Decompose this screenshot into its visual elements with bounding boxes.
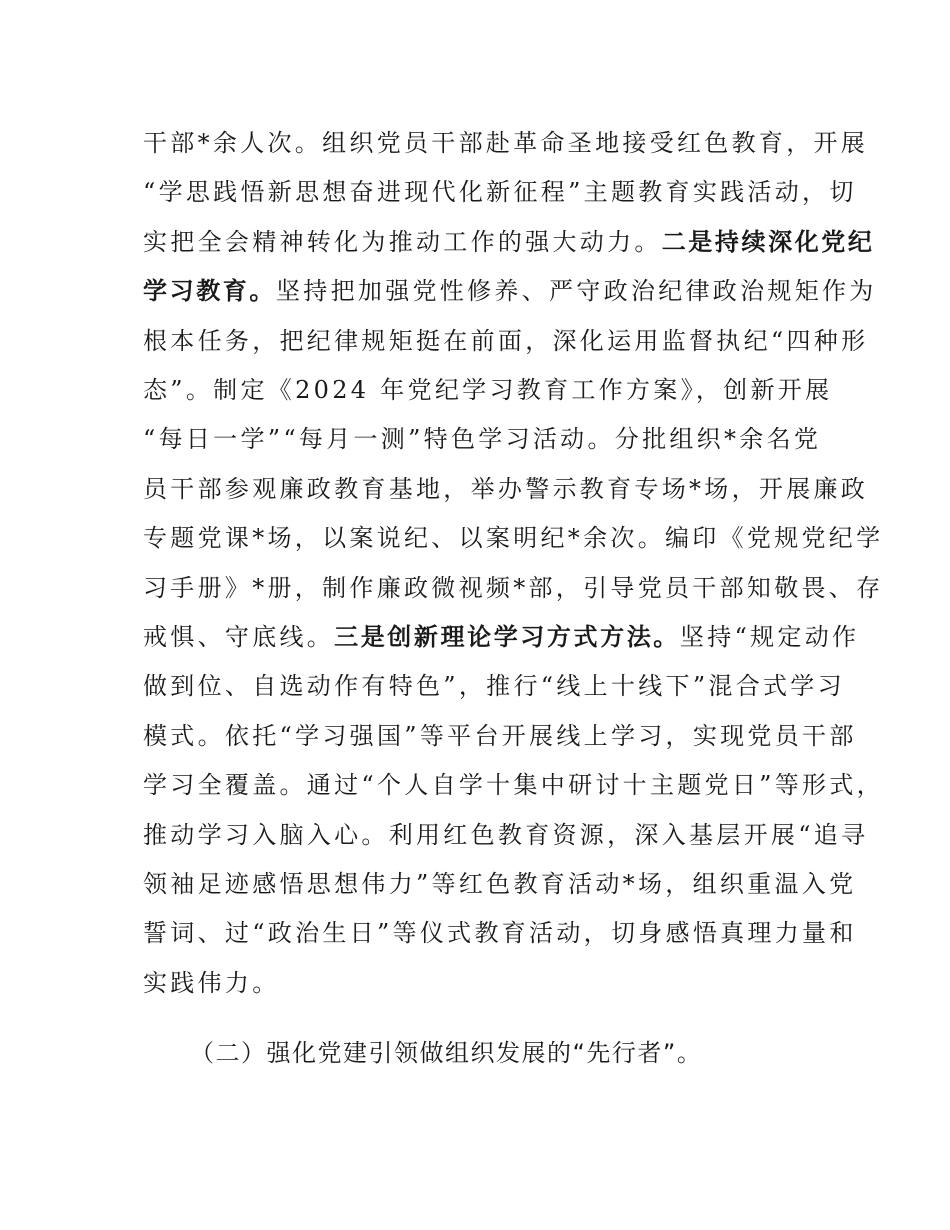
bold-text-run: 二是持续深化党纪 bbox=[661, 227, 875, 256]
text-line bbox=[143, 424, 821, 454]
text-line bbox=[143, 968, 280, 998]
text-line bbox=[143, 177, 857, 207]
text-line bbox=[143, 918, 857, 948]
text-line bbox=[143, 276, 877, 306]
bold-text-run: 学习教育。 bbox=[143, 277, 276, 306]
text-run: “每日一学”“每月一测”特色学习活动。分批组织*余名党 bbox=[143, 425, 822, 454]
text-run: 坚持“规定动作 bbox=[679, 623, 860, 651]
text-line bbox=[143, 622, 859, 652]
text-line bbox=[143, 523, 883, 553]
section-heading: （二）强化党建引领做组织发展的“先行者”。 bbox=[190, 1039, 703, 1067]
text-line bbox=[143, 375, 832, 405]
text-line bbox=[143, 227, 875, 257]
text-run: 干部*余人次。组织党员干部赴革命圣地接受红色教育，开展 bbox=[143, 129, 869, 157]
text-run: 推动学习入脑入心。利用红色教育资源，深入基层开展“追寻 bbox=[143, 820, 869, 849]
text-run: 习手册》*册，制作廉政微视频*部，引导党员干部知敬畏、存 bbox=[143, 573, 884, 602]
text-run: 模式。依托“学习强国”等平台开展线上学习，实现党员干部 bbox=[143, 721, 857, 750]
text-line bbox=[143, 770, 884, 800]
text-run: 员干部参观廉政教育基地，举办警示教育专场*场，开展廉政 bbox=[143, 474, 869, 503]
text-line bbox=[143, 128, 868, 158]
text-run: 根本任务，把纪律规矩挺在前面，深化运用监督执纪“四种形 bbox=[143, 326, 869, 355]
text-line bbox=[143, 474, 868, 504]
text-line bbox=[143, 573, 883, 603]
text-run: 戒惧、守底线。 bbox=[143, 623, 335, 651]
text-run: “学思践悟新思想奋进现代化新征程”主题教育实践活动，切 bbox=[143, 178, 857, 207]
text-line bbox=[143, 671, 845, 701]
text-line bbox=[143, 326, 868, 356]
text-run: 做到位、自选动作有特色”，推行“线上十线下”混合式学习 bbox=[143, 672, 845, 701]
text-run: 坚持把加强党性修养、严守政治纪律政治规矩作为 bbox=[276, 277, 877, 306]
text-run: 实把全会精神转化为推动工作的强大动力。 bbox=[143, 227, 662, 256]
text-line bbox=[143, 869, 856, 899]
text-run: 实践伟力。 bbox=[143, 968, 280, 997]
text-line bbox=[143, 820, 868, 850]
text-line bbox=[143, 721, 857, 751]
bold-text-run: 三是创新理论学习方式方法。 bbox=[334, 623, 680, 651]
text-run: 学习全覆盖。通过“个人自学十集中研讨十主题党日”等形式， bbox=[143, 771, 884, 800]
text-run: 誓词、过“政治生日”等仪式教育活动，切身感悟真理力量和 bbox=[143, 919, 857, 948]
text-run: 专题党课*场，以案说纪、以案明纪*余次。编印《党规党纪学 bbox=[143, 524, 884, 553]
text-run: 领袖足迹感悟思想伟力”等红色教育活动*场，组织重温入党 bbox=[143, 870, 857, 898]
text-run: 态”。制定《2024 年党纪学习教育工作方案》，创新开展 bbox=[143, 376, 833, 404]
